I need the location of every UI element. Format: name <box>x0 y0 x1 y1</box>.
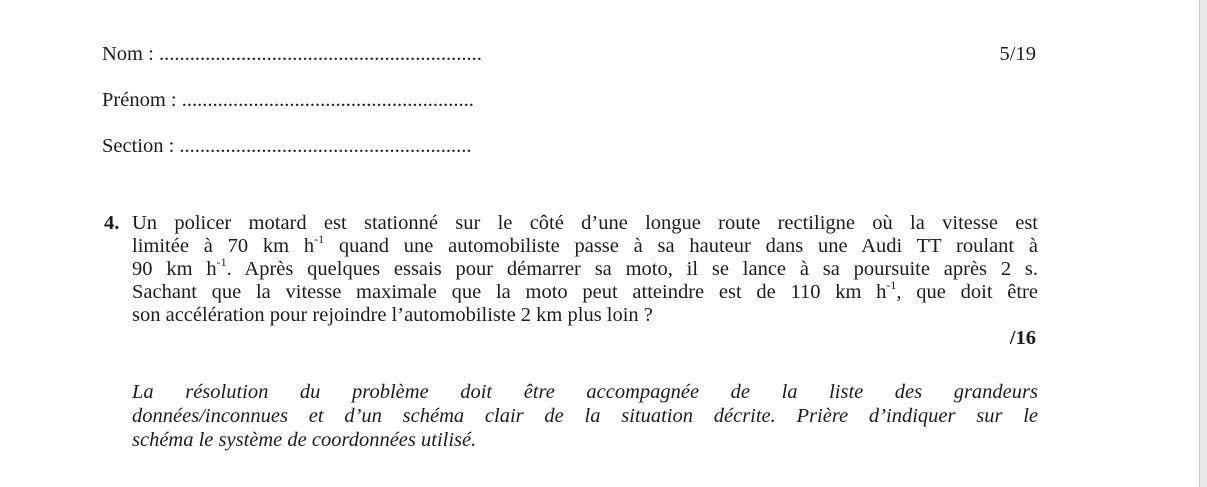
prenom-field: Prénom : ......................................................... <box>102 89 474 111</box>
question-number: 4. <box>104 212 120 234</box>
question-line-5: son accélération pour rejoindre l’automobiliste 2 km plus loin ? <box>132 304 653 326</box>
question-line-1: Un policer motard est stationné sur le côté d’une longue route rectiligne où la vitesse est <box>132 212 1038 234</box>
instruction-line-1: La résolution du problème doit être accompagnée de la liste des grandeurs <box>132 381 1038 403</box>
question-line-4: Sachant que la vitesse maximale que la moto peut atteindre est de 110 km $h^{-1}$, que doit être <box>132 278 1038 303</box>
instruction-line-3: schéma le système de coordonnées utilisé. <box>132 429 477 451</box>
section-field: Section : ......................................................... <box>102 135 472 157</box>
question-line-2: limitée à 70 km $h^{-1}$ quand une automobiliste passe à sa hauteur dans une Audi TT roulant à <box>132 232 1038 257</box>
page-edge <box>1199 0 1207 487</box>
nom-field: Nom : ............................................................... <box>102 43 482 65</box>
page-number: 5/19 <box>999 43 1036 65</box>
question-points: /16 <box>1009 327 1036 349</box>
question-line-3: 90 km $h^{-1}$. Après quelques essais pour démarrer sa moto, il se lance à sa poursuite après 2 s. <box>132 255 1039 280</box>
instruction-line-2: données/inconnues et d’un schéma clair de la situation décrite. Prière d’indiquer sur le <box>132 405 1038 427</box>
